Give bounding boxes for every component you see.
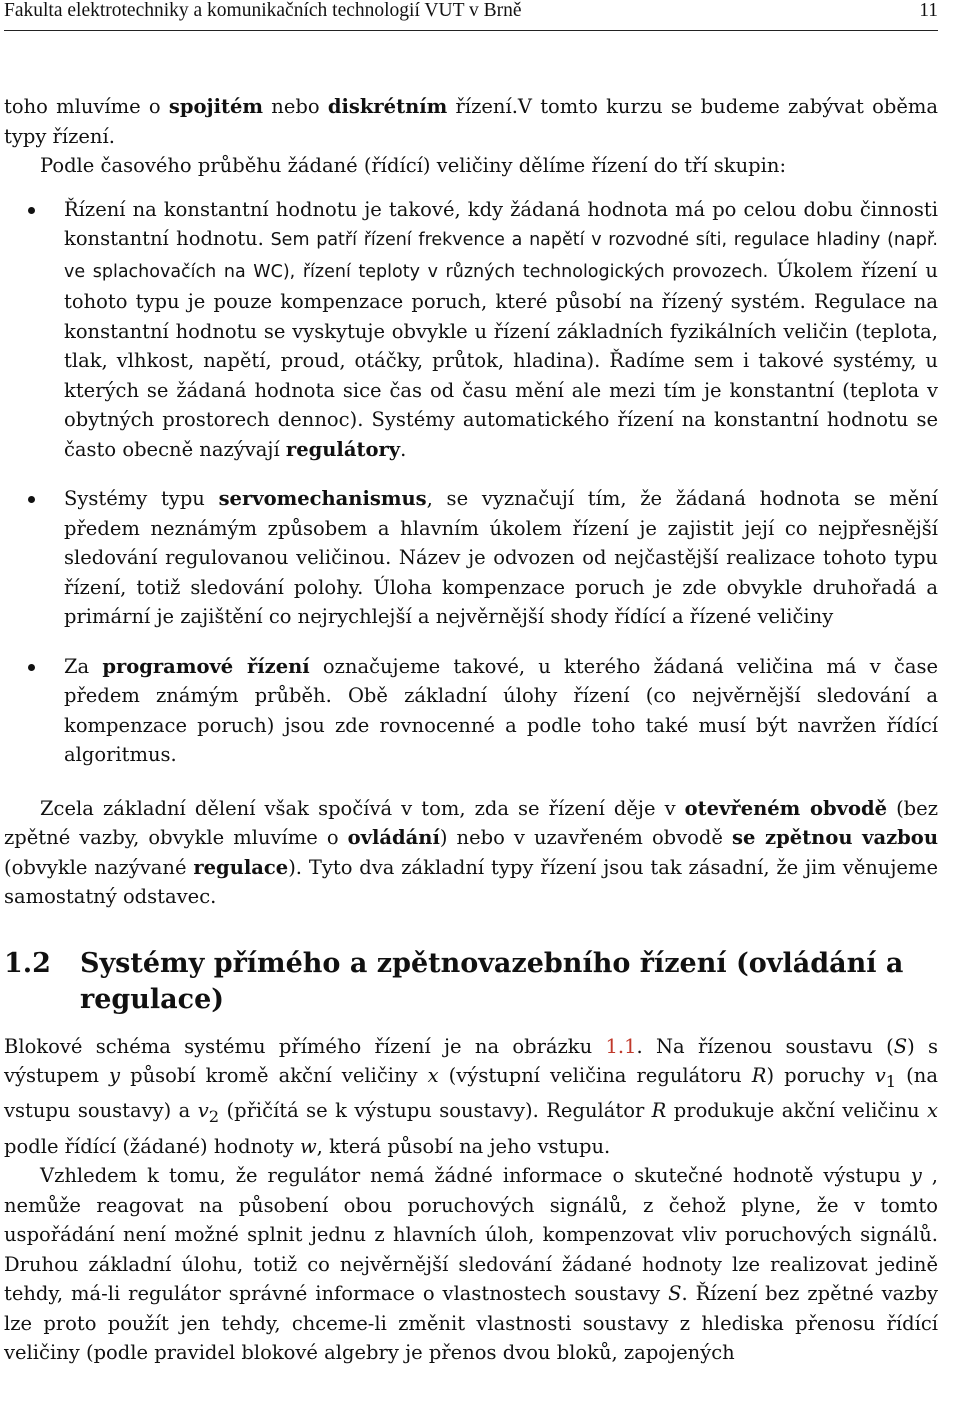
term-discrete: diskrétním bbox=[327, 95, 448, 118]
text: Úkolem řízení u tohoto typu je pouze kompenzace poruch, které působí na řízený systém. Regulace na konstantní hodnotu se vyskytuje obvykle u řízení základních fyzikálních veličin (teplota, tlak, vlhkost, napětí, proud, otáčky, průtok, hladina). Řadíme sem i takové systémy, u kterých se žádaná hodnota sice čas od času mění ale mezi tím je konstantní (teplota v obytných prostorech dennoc). Systémy automatického řízení na konstantní hodnotu se často obecně nazývají bbox=[64, 258, 938, 461]
term-servomechanism: servomechanismus bbox=[218, 487, 427, 510]
text: Řízení na konstantní hodnotu je takové, kdy žádaná hodnota má po celou dobu činnosti konstantní hodnotu. bbox=[64, 197, 938, 250]
text: toho mluvíme o bbox=[4, 95, 169, 118]
text: Blokové schéma systému přímého řízení je na obrázku bbox=[4, 1034, 606, 1058]
header-institution: Fakulta elektrotechniky a komunikačních technologií VUT v Brně bbox=[4, 0, 522, 21]
text: . Na řízenou soustavu ( bbox=[636, 1034, 894, 1058]
math-symbol: x bbox=[427, 1064, 439, 1087]
list-item-program-control bbox=[4, 652, 938, 770]
text: (bez zpětné vazby, obvykle mluvíme o bbox=[4, 796, 938, 849]
text: nebo bbox=[263, 95, 328, 118]
text: , která působí na jeho vstupu. bbox=[316, 1134, 611, 1158]
math-symbol: S bbox=[668, 1282, 682, 1306]
text: (výstupní veličina regulátoru bbox=[438, 1064, 752, 1087]
list-item-constant-value bbox=[4, 195, 938, 465]
text: . bbox=[400, 437, 407, 461]
text: ) poruchy bbox=[766, 1064, 875, 1087]
term-regulation: regulace bbox=[193, 855, 289, 879]
text: , nemůže reagovat na působení obou poruchových signálů, z čehož plyne, že v tomto uspořádání není možné splnit jednu z hlavních úloh, kompenzovat vliv poruchových signálů. Druhou základní úlohu, totiž co nejvěrnější sledování žádané hodnoty lze realizovat jedině tehdy, má-li regulátor správné informace o vlastnostech soustavy bbox=[4, 1164, 938, 1306]
math-symbol: v bbox=[874, 1064, 886, 1087]
figure-ref-link[interactable]: 1.1 bbox=[605, 1034, 637, 1058]
term-regulators: regulátory bbox=[285, 437, 401, 461]
math-symbol: x bbox=[927, 1099, 938, 1123]
text-sans: např. ve splachovačích na WC), řízení teploty v různých technologických provozech. bbox=[64, 230, 938, 282]
text-sans: Sem patří řízení frekvence a napětí v rozvodné síti, regulace hladiny ( bbox=[263, 230, 894, 250]
text: Vzhledem k tomu, že regulátor nemá žádné informace o skutečné hodnotě výstupu bbox=[40, 1164, 911, 1188]
running-header bbox=[4, 0, 938, 31]
paragraph-no-feedback bbox=[4, 1161, 938, 1368]
math-symbol: v bbox=[197, 1099, 209, 1123]
main-content bbox=[4, 92, 938, 1368]
math-symbol: y bbox=[910, 1164, 922, 1188]
text: (obvykle nazývané bbox=[4, 855, 194, 879]
paragraph-intro bbox=[4, 92, 938, 151]
control-types-list bbox=[4, 195, 938, 770]
text: ). Tyto dva základní typy řízení jsou tak zásadní, že jim věnujeme samostatný odstavec. bbox=[4, 855, 938, 908]
text: řízení.V tomto kurzu se budeme zabývat oběma typy řízení. bbox=[4, 95, 938, 148]
text: , se vyznačují tím, že žádaná hodnota se mění předem neznámým způsobem a hlavním úkolem řízení je zajistit její co nejpřesnější sledování regulovanou veličinou. Název je odvozen od nejčastější realizace tohoto typu řízení, totiž sledování polohy. Úloha kompenzace poruch je zde obvykle druhořadá a primární je zajištění co nejrychlejší a nejvěrnější shody řídící a řízené veličiny bbox=[64, 487, 938, 628]
term-control: ovládání bbox=[347, 826, 440, 849]
list-item-servomechanism bbox=[4, 484, 938, 632]
paragraph-block-diagram bbox=[4, 1032, 938, 1162]
term-continuous: spojitém bbox=[168, 95, 264, 118]
math-symbol: R bbox=[751, 1064, 767, 1087]
text: . Řízení bez zpětné vazby lze proto použít jen tehdy, chceme-li změnit vlastnosti soustavy z hlediska přenosu řídící veličiny (podle pravidel blokové algebry je přenos dvou bloků, zapojených bbox=[4, 1282, 938, 1365]
text: Systémy typu bbox=[64, 487, 219, 510]
term-program-control: programové řízení bbox=[102, 654, 310, 678]
text: ) nebo v uzavřeném obvodě bbox=[439, 826, 732, 849]
math-symbol: S bbox=[893, 1034, 908, 1058]
math-subscript: 1 bbox=[885, 1071, 897, 1091]
paragraph-groups-intro: Podle časového průběhu žádané (řídící) veličiny dělíme řízení do tří skupin: bbox=[40, 154, 787, 177]
math-symbol: w bbox=[299, 1134, 317, 1158]
math-symbol: y bbox=[109, 1064, 121, 1087]
math-subscript: 2 bbox=[208, 1107, 220, 1127]
bullet-icon bbox=[28, 664, 35, 671]
bullet-icon bbox=[28, 207, 35, 214]
text: označujeme takové, u kterého žádaná veličina má v čase předem známým průběh. Obě základní úlohy řízení (co nejvěrnější sledování a kompenzace poruch) jsou zde rovnocenné a podle toho také musí být navržen řídící algoritmus. bbox=[64, 654, 939, 766]
text: Za bbox=[64, 654, 103, 678]
text: (přičítá se k výstupu soustavy). Regulátor bbox=[219, 1099, 652, 1123]
section-heading bbox=[4, 946, 938, 1018]
text: ) s výstupem bbox=[4, 1034, 938, 1087]
section-title: Systémy přímého a zpětnovazebního řízení (ovládání a regulace) bbox=[80, 947, 904, 1015]
bullet-icon bbox=[28, 496, 35, 503]
text: působí kromě akční veličiny bbox=[120, 1064, 428, 1087]
term-open-loop: otevřeném obvodě bbox=[684, 796, 887, 820]
page-number: 11 bbox=[919, 0, 938, 21]
section-number: 1.2 bbox=[4, 947, 51, 979]
text: (na vstupu soustavy) a bbox=[4, 1064, 938, 1123]
text: produkuje akční veličinu bbox=[666, 1099, 927, 1123]
paragraph-open-closed-loop bbox=[4, 794, 938, 912]
math-symbol: R bbox=[651, 1099, 667, 1123]
text: podle řídící (žádané) hodnoty bbox=[4, 1134, 300, 1158]
text: Zcela základní dělení však spočívá v tom, zda se řízení děje v bbox=[40, 796, 685, 820]
term-feedback: se zpětnou vazbou bbox=[732, 826, 938, 849]
